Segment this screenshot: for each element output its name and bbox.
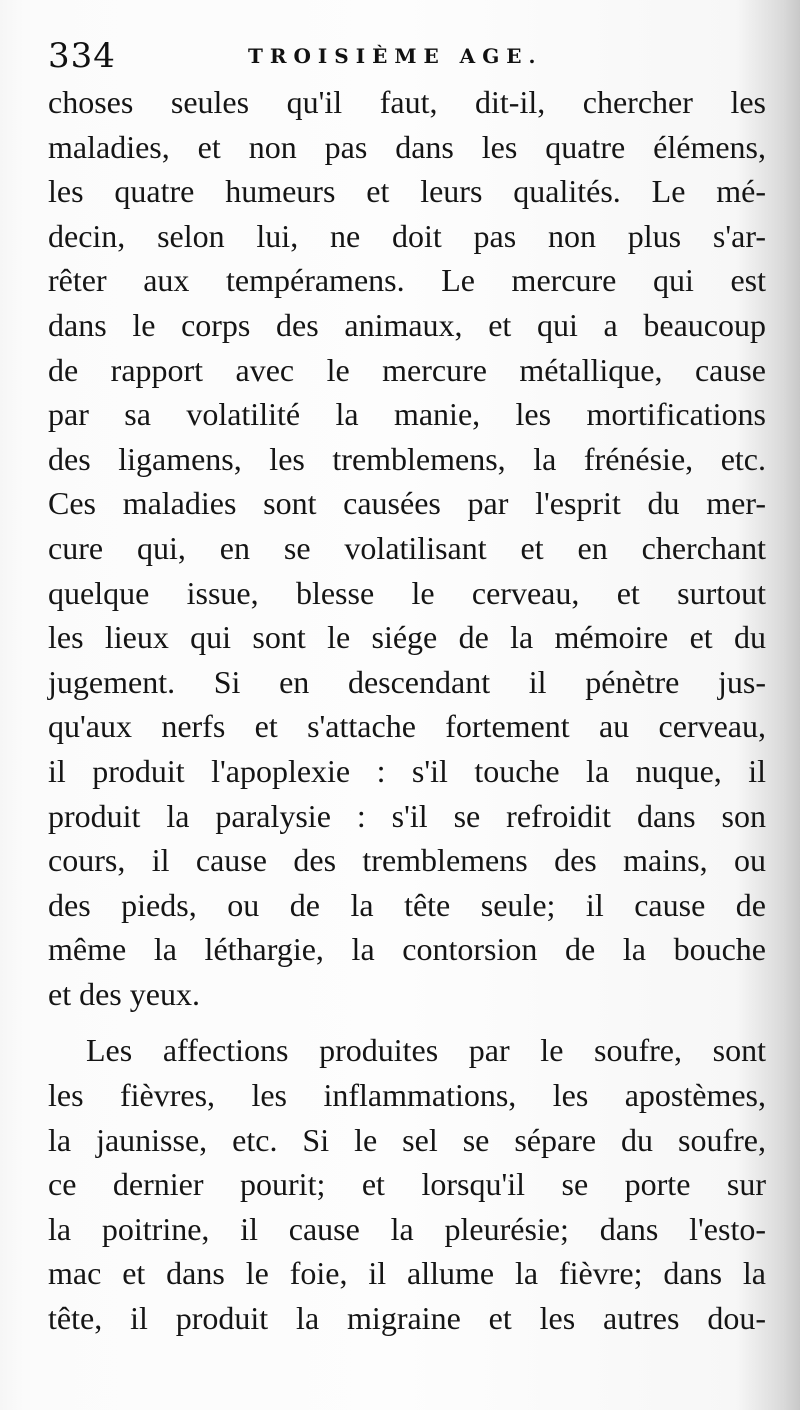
running-head [48,30,768,80]
text-line: ce dernier pourit; et lorsqu'il se porte sur [48,1166,766,1203]
text-line: qu'aux nerfs et s'attache fortement au cerveau, [48,708,766,745]
page-number: 334 [48,36,116,76]
text-line: et des yeux. [48,975,200,1012]
text-line: des ligamens, les tremblemens, la frénésie, etc. [48,440,766,477]
text-line: maladies, et non pas dans les quatre élémens, [48,128,766,165]
text-line: les quatre humeurs et leurs qualités. Le mé- [48,173,766,210]
text-line: cours, il cause des tremblemens des mains, ou [48,842,766,879]
text-line: par sa volatilité la manie, les mortifications [48,396,766,433]
body-text [48,80,766,1341]
text-line: choses seules qu'il faut, dit-il, chercher les [48,84,766,120]
text-line: des pieds, ou de la tête seule; il cause de [48,886,766,923]
text-line: tête, il produit la migraine et les autres dou- [48,1300,766,1337]
text-line: quelque issue, blesse le cerveau, et surtout [48,574,766,611]
text-line: rêter aux tempéramens. Le mercure qui est [48,262,766,299]
text-line: cure qui, en se volatilisant et en cherchant [48,529,766,566]
text-line: dans le corps des animaux, et qui a beaucoup [48,306,766,343]
text-line: produit la paralysie : s'il se refroidit dans son [48,797,766,834]
text-line: même la léthargie, la contorsion de la bouche [48,931,766,968]
text-line: jugement. Si en descendant il pénètre jus- [48,663,766,700]
text-line: les lieux qui sont le siége de la mémoire et du [48,619,766,656]
paragraph [48,80,766,1016]
text-line: il produit l'apoplexie : s'il touche la nuque, il [48,752,766,789]
text-line: decin, selon lui, ne doit pas non plus s'ar- [48,217,766,254]
paragraph-gap [48,1016,766,1028]
running-title: TROISIÈME AGE. [248,44,543,68]
text-line: les fièvres, les inflammations, les apostèmes, [48,1077,766,1114]
text-line: la jaunisse, etc. Si le sel se sépare du soufre, [48,1121,766,1158]
text-line: de rapport avec le mercure métallique, cause [48,351,766,388]
text-line: Les affections produites par le soufre, sont [86,1032,766,1069]
text-line: mac et dans le foie, il allume la fièvre; dans la [48,1255,766,1292]
text-line: Ces maladies sont causées par l'esprit du mer- [48,485,766,522]
text-line: la poitrine, il cause la pleurésie; dans l'esto- [48,1210,766,1247]
paragraph [48,1028,766,1340]
